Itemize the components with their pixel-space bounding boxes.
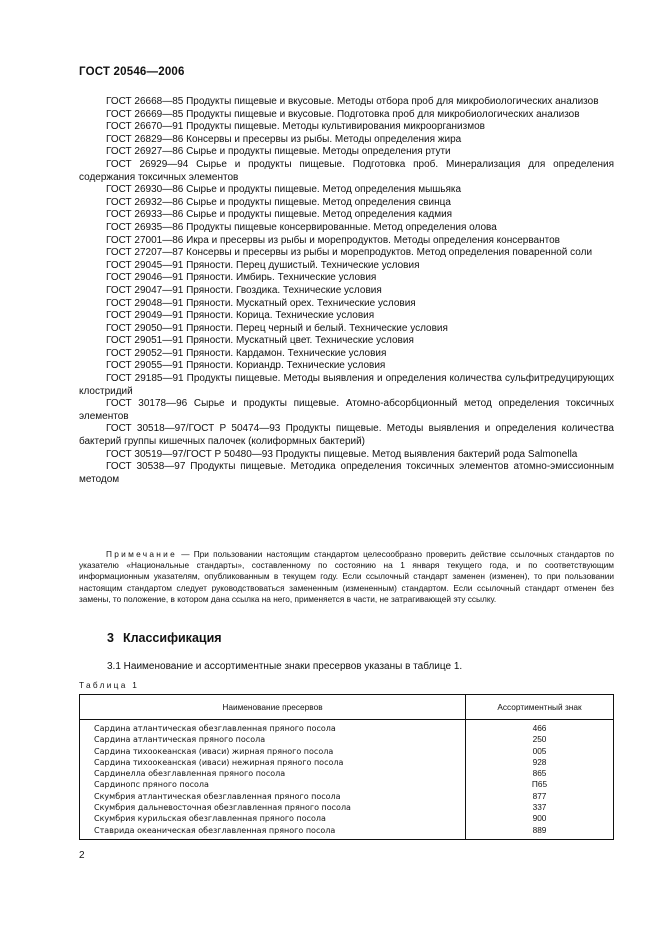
reference-item: ГОСТ 29185—91 Продукты пищевые. Методы выявления и определения количества сульфитредуцирующих клостридий — [79, 373, 614, 397]
reference-item: ГОСТ 26829—86 Консервы и пресервы из рыбы. Методы определения жира — [106, 133, 462, 145]
table-row — [80, 779, 614, 790]
assortment-mark-cell: 877 — [532, 790, 547, 801]
reference-item: ГОСТ 29055—91 Пряности. Кориандр. Технические условия — [106, 360, 386, 372]
reference-item: ГОСТ 26929—94 Сырье и продукты пищевые. Подготовка проб. Минерализация для определения содержания токсичных элементов — [79, 158, 614, 183]
table-row — [80, 720, 614, 735]
section-number: 3 — [107, 631, 114, 645]
normative-references-list — [79, 96, 614, 486]
table-row — [80, 757, 614, 768]
reference-item: ГОСТ 29048—91 Пряности. Мускатный орех. Технические условия — [106, 297, 416, 309]
reference-item: ГОСТ 29051—91 Пряности. Мускатный цвет. Технические условия — [106, 335, 414, 347]
reference-item: ГОСТ 30518—97/ГОСТ Р 50474—93 Продукты пищевые. Методы выявления и определения количества бактерий группы кишечных палочек (колиформных бактерий) — [79, 423, 614, 448]
product-name-cell: Скумбрия курильская обезглавленная пряного посола — [80, 813, 466, 824]
reference-item: ГОСТ 29047—91 Пряности. Гвоздика. Технические условия — [106, 284, 382, 296]
assortment-mark-cell: 865 — [532, 768, 547, 779]
reference-item: ГОСТ 26670—91 Продукты пищевые. Методы культивирования микроорганизмов — [106, 121, 485, 133]
product-name-cell: Скумбрия дальневосточная обезглавленная пряного посола — [80, 802, 466, 813]
reference-item: ГОСТ 30178—96 Сырье и продукты пищевые. Атомно-абсорбционный метод определения токсичных элементов — [79, 398, 614, 422]
product-name-cell: Сардина тихоокеанская (иваси) нежирная пряного посола — [80, 757, 466, 768]
product-name-cell: Скумбрия атлантическая обезглавленная пряного посола — [80, 791, 466, 802]
document-header: ГОСТ 20546—2006 — [79, 66, 185, 78]
product-name-cell: Сардина тихоокеанская (иваси) жирная пряного посола — [80, 746, 466, 757]
reference-item: ГОСТ 26927—86 Сырье и продукты пищевые. Методы определения ртути — [106, 146, 451, 158]
product-name-cell: Сардинопс пряного посола — [80, 779, 466, 790]
reference-item: ГОСТ 27207—87 Консервы и пресервы из рыбы и морепродуктов. Метод определения поваренной соли — [106, 247, 593, 259]
assortment-mark-cell: 466 — [532, 723, 547, 733]
product-name-cell: Сардинелла обезглавленная пряного посола — [80, 768, 466, 779]
reference-item: ГОСТ 26933—86 Сырье и продукты пищевые. Метод определения кадмия — [106, 209, 453, 221]
reference-item: ГОСТ 30519—97/ГОСТ Р 50480—93 Продукты пищевые. Метод выявления бактерий рода Salmonella — [106, 448, 578, 460]
product-name-cell: Сардина атлантическая пряного посола — [80, 734, 466, 745]
table-header-row — [80, 695, 614, 720]
note-block — [79, 549, 614, 605]
product-name-cell: Ставрида океаническая обезглавленная пряного посола — [80, 825, 466, 840]
column-header-name: Наименование пресервов — [80, 695, 466, 720]
assortment-mark-cell: 928 — [532, 756, 547, 767]
table-row — [80, 734, 614, 745]
reference-item: ГОСТ 26930—86 Сырье и продукты пищевые. Метод определения мышьяка — [106, 184, 462, 196]
reference-item: ГОСТ 26668—85 Продукты пищевые и вкусовые. Методы отбора проб для микробиологических анализов — [106, 96, 599, 107]
assortment-mark-cell: 889 — [532, 824, 547, 835]
assortment-mark-cell: 250 — [532, 734, 547, 745]
table-row — [80, 802, 614, 813]
table-row — [80, 813, 614, 824]
product-name-cell: Сардина атлантическая обезглавленная пряного посола — [80, 720, 466, 735]
note-text: — При пользовании настоящим стандартом целесообразно проверить действие ссылочных стандартов по указателю «Национальные стандарты», составленному по состоянию на 1 января текущего года, и по соответствующим информационным указателям, опубликованным в текущем году. Если ссылочный стандарт заменен (изменен), то при пользовании настоящим стандартом следует руководствоваться замененным (измененным) стандартом. Если ссылочный стандарт отменен без замены, то положение, в котором дана ссылка на него, применяется в части, не затрагивающей эту ссылку. — [79, 549, 614, 604]
reference-item: ГОСТ 26932—86 Сырье и продукты пищевые. Метод определения свинца — [106, 196, 451, 208]
reference-item: ГОСТ 29052—91 Пряности. Кардамон. Технические условия — [106, 347, 387, 359]
assortment-table — [79, 694, 614, 840]
reference-item: ГОСТ 29050—91 Пряности. Перец черный и белый. Технические условия — [106, 322, 448, 334]
table-row — [80, 825, 614, 840]
assortment-mark-cell: 337 — [532, 802, 547, 813]
assortment-mark-cell: 900 — [532, 813, 547, 824]
reference-item: ГОСТ 26669—85 Продукты пищевые и вкусовые. Подготовка проб для микробиологических анализов — [106, 108, 580, 120]
page-number: 2 — [79, 850, 85, 861]
table-row — [80, 768, 614, 779]
reference-item: ГОСТ 27001—86 Икра и пресервы из рыбы и морепродуктов. Методы определения консервантов — [106, 234, 560, 246]
reference-item: ГОСТ 29045—91 Пряности. Перец душистый. Технические условия — [106, 259, 420, 271]
table-row — [80, 746, 614, 757]
reference-item: ГОСТ 29046—91 Пряности. Имбирь. Технические условия — [106, 272, 377, 284]
reference-item: ГОСТ 26935—86 Продукты пищевые консервированные. Метод определения олова — [106, 221, 497, 233]
reference-item: ГОСТ 29049—91 Пряности. Корица. Технические условия — [106, 310, 375, 322]
table-label: Таблица 1 — [79, 680, 140, 690]
assortment-mark-cell: П65 — [531, 779, 548, 790]
section-heading — [107, 631, 222, 645]
note-label: Примечание — [106, 549, 178, 559]
table-row — [80, 791, 614, 802]
reference-item: ГОСТ 30538—97 Продукты пищевые. Методика определения токсичных элементов атомно-эмиссионным методом — [79, 461, 614, 485]
paragraph-3-1: 3.1 Наименование и ассортиментные знаки пресервов указаны в таблице 1. — [107, 661, 463, 672]
column-header-mark: Ассортиментный знак — [466, 695, 614, 720]
section-title: Классификация — [122, 631, 222, 645]
assortment-mark-cell: 005 — [532, 745, 547, 756]
